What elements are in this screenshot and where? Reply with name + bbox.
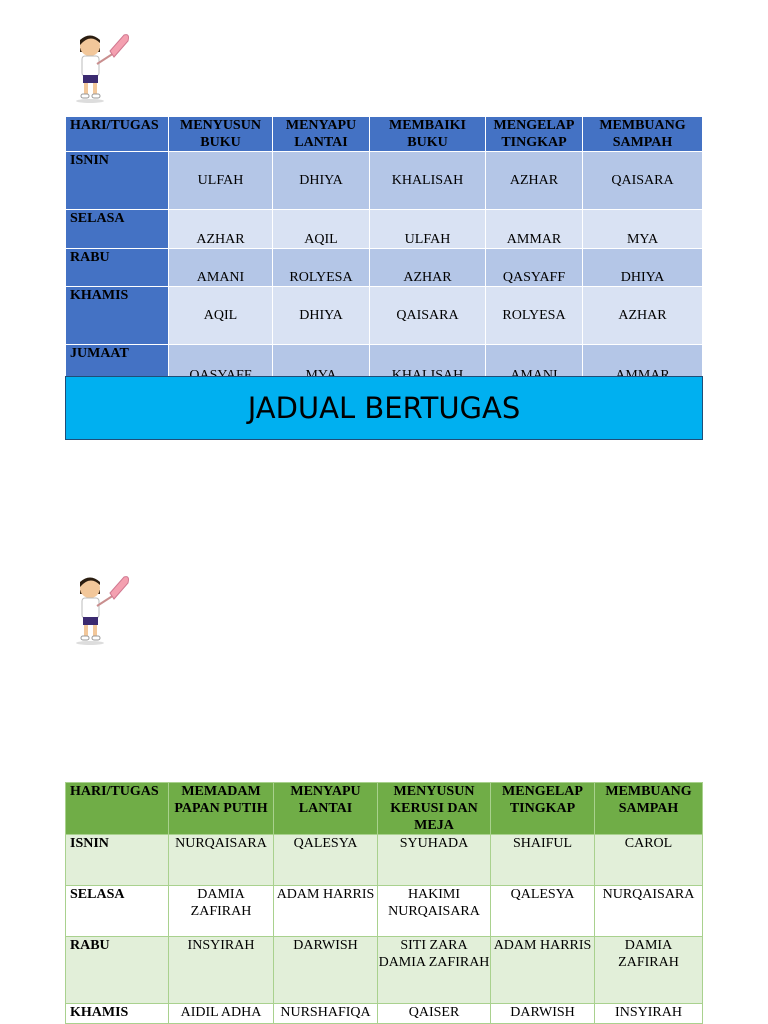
- table-row: [66, 152, 703, 210]
- duty-cell: HAKIMI NURQAISARA: [378, 886, 491, 937]
- table-row: [66, 287, 703, 345]
- duty-cell: ROLYESA: [486, 287, 583, 345]
- duty-cell: AZHAR: [486, 152, 583, 210]
- table2-header-task: MEMADAM PAPAN PUTIH: [169, 783, 274, 835]
- duty-table-1: [65, 116, 703, 385]
- table1-header-task: MENYUSUN BUKU: [169, 117, 273, 152]
- day-label: SELASA: [66, 210, 169, 249]
- duty-cell: QALESYA: [491, 886, 595, 937]
- duty-cell: AZHAR: [370, 249, 486, 287]
- day-label: SELASA: [66, 886, 169, 937]
- duty-cell: DHIYA: [583, 249, 703, 287]
- duty-cell: MYA: [583, 210, 703, 249]
- boy-sweeping-icon: [72, 573, 134, 645]
- duty-cell: ROLYESA: [273, 249, 370, 287]
- duty-cell: NURQAISARA: [169, 835, 274, 886]
- duty-cell: AZHAR: [169, 210, 273, 249]
- table1-header-task: MENYAPU LANTAI: [273, 117, 370, 152]
- day-label: KHAMIS: [66, 1004, 169, 1024]
- duty-cell: ADAM HARRIS: [274, 886, 378, 937]
- duty-cell: SYUHADA: [378, 835, 491, 886]
- duty-cell: SITI ZARA DAMIA ZAFIRAH: [378, 937, 491, 1004]
- table1-header-task: MENGELAP TINGKAP: [486, 117, 583, 152]
- day-label: ISNIN: [66, 152, 169, 210]
- duty-cell: ULFAH: [370, 210, 486, 249]
- table2-header-task: MENYUSUN KERUSI DAN MEJA: [378, 783, 491, 835]
- day-label: JUMAAT: [66, 345, 169, 385]
- duty-cell: ULFAH: [169, 152, 273, 210]
- duty-cell: AZHAR: [583, 287, 703, 345]
- duty-cell: NURQAISARA: [595, 886, 703, 937]
- duty-cell: DAMIA ZAFIRAH: [169, 886, 274, 937]
- day-label: RABU: [66, 249, 169, 287]
- table-row: [66, 210, 703, 249]
- day-label: ISNIN: [66, 835, 169, 886]
- table2-header-task: MEMBUANG SAMPAH: [595, 783, 703, 835]
- table-row: [66, 937, 703, 1004]
- table-row: [66, 886, 703, 937]
- duty-cell: DARWISH: [274, 937, 378, 1004]
- table-row: [66, 249, 703, 287]
- duty-cell: CAROL: [595, 835, 703, 886]
- duty-cell: DARWISH: [491, 1004, 595, 1024]
- table2-header-task: MENYAPU LANTAI: [274, 783, 378, 835]
- duty-cell: QAISARA: [583, 152, 703, 210]
- duty-cell: AQIL: [169, 287, 273, 345]
- duty-cell: QAISARA: [370, 287, 486, 345]
- table2-header-day: HARI/TUGAS: [66, 783, 169, 835]
- duty-cell: QAISER: [378, 1004, 491, 1024]
- duty-cell: NURSHAFIQA: [274, 1004, 378, 1024]
- day-label: RABU: [66, 937, 169, 1004]
- table-row: [66, 835, 703, 886]
- duty-cell: QASYAFF: [486, 249, 583, 287]
- table1-header-task: MEMBUANG SAMPAH: [583, 117, 703, 152]
- duty-cell: DAMIA ZAFIRAH: [595, 937, 703, 1004]
- table1-header-day: HARI/TUGAS: [66, 117, 169, 152]
- table1-header-task: MEMBAIKI BUKU: [370, 117, 486, 152]
- duty-cell: SHAIFUL: [491, 835, 595, 886]
- duty-cell: INSYIRAH: [169, 937, 274, 1004]
- duty-cell: DHIYA: [273, 152, 370, 210]
- duty-cell: INSYIRAH: [595, 1004, 703, 1024]
- duty-cell: ADAM HARRIS: [491, 937, 595, 1004]
- boy-sweeping-icon: [72, 31, 134, 103]
- duty-cell: AQIL: [273, 210, 370, 249]
- duty-cell: AMMAR: [486, 210, 583, 249]
- duty-cell: AIDIL ADHA: [169, 1004, 274, 1024]
- duty-cell: KHALISAH: [370, 152, 486, 210]
- duty-cell: DHIYA: [273, 287, 370, 345]
- page-title-banner: JADUAL BERTUGAS: [65, 376, 703, 440]
- duty-cell: AMANI: [169, 249, 273, 287]
- duty-table-2: [65, 782, 703, 1024]
- table2-header-task: MENGELAP TINGKAP: [491, 783, 595, 835]
- table-row: [66, 1004, 703, 1024]
- duty-cell: QALESYA: [274, 835, 378, 886]
- day-label: KHAMIS: [66, 287, 169, 345]
